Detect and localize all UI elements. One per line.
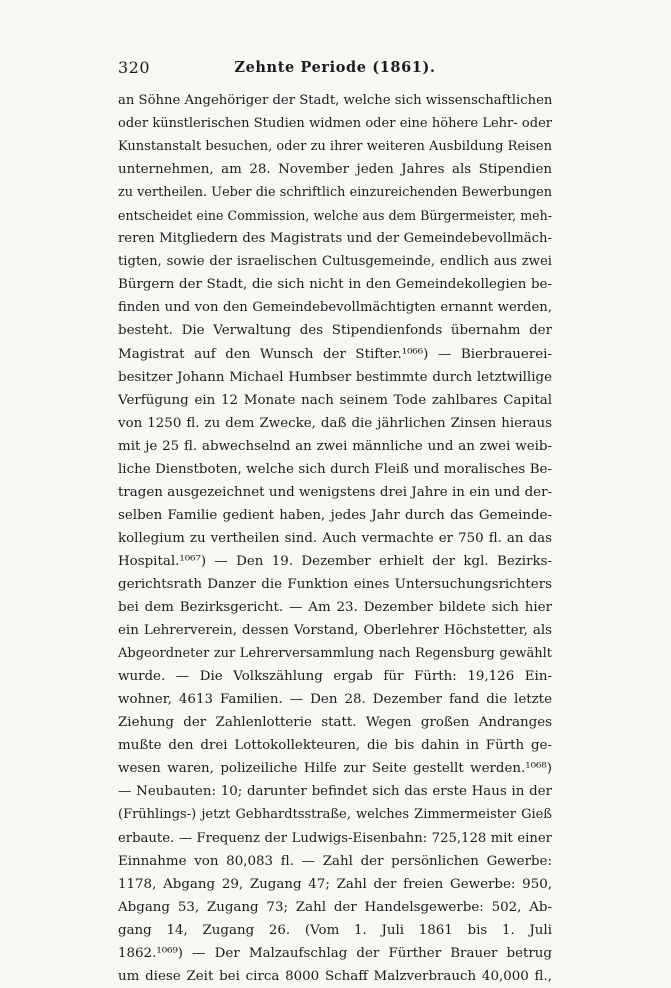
text-line: oder künstlerischen Studien widmen oder eine höhere Lehr- oder: [118, 116, 552, 132]
text-line: mit je 25 fl. abwechselnd an zwei männliche und an zwei weib-: [118, 438, 552, 454]
text-line: bei dem Bezirksgericht. — Am 23. Dezember bildete sich hier: [118, 600, 552, 616]
text-line: entscheidet eine Commission, welche aus dem Bürgermeister, meh-: [118, 208, 552, 224]
text-line: wesen waren, polizeiliche Hilfe zur Seite gestellt werden.¹⁰⁶⁸): [118, 761, 552, 777]
text-line: Hospital.¹⁰⁶⁷) — Den 19. Dezember erhielt der kgl. Bezirks-: [118, 553, 552, 569]
text-line: 1862.¹⁰⁶⁹) — Der Malzaufschlag der Fürther Brauer betrug: [118, 945, 552, 961]
text-line: 1178, Abgang 29, Zugang 47; Zahl der freien Gewerbe: 950,: [118, 876, 552, 892]
text-line: Abgang 53, Zugang 73; Zahl der Handelsgewerbe: 502, Ab-: [118, 899, 552, 915]
text-line: finden und von den Gemeindebevollmächtigten ernannt werden,: [118, 300, 552, 316]
text-line: besitzer Johann Michael Humbser bestimmte durch letztwillige: [118, 369, 552, 385]
text-line: Magistrat auf den Wunsch der Stifter.¹⁰⁶⁶) — Bierbrauerei-: [118, 346, 552, 362]
text-line: Ziehung der Zahlenlotterie statt. Wegen großen Andranges: [118, 715, 552, 731]
text-line: tragen ausgezeichnet und wenigstens drei Jahre in ein und der-: [118, 484, 552, 500]
text-line: gerichtsrath Danzer die Funktion eines Untersuchungsrichters: [118, 576, 552, 592]
text-line: wohner, 4613 Familien. — Den 28. Dezember fand die letzte: [118, 692, 552, 708]
text-line: unternehmen, am 28. November jeden Jahres als Stipendien: [118, 162, 552, 178]
running-head: Zehnte Periode (1861).: [234, 59, 436, 76]
text-line: reren Mitgliedern des Magistrats und der Gemeindebevollmäch-: [118, 231, 552, 247]
text-line: kollegium zu vertheilen sind. Auch vermachte er 750 fl. an das: [118, 530, 552, 546]
text-line: mußte den drei Lottokollekteuren, die bis dahin in Fürth ge-: [118, 738, 552, 754]
text-line: Bürgern der Stadt, die sich nicht in den Gemeindekollegien be-: [118, 277, 552, 293]
text-line: von 1250 fl. zu dem Zwecke, daß die jährlichen Zinsen hieraus: [118, 415, 552, 431]
page-header: [118, 58, 552, 82]
text-line: (Frühlings-) jetzt Gebhardtsstraße, welches Zimmermeister Gieß: [118, 807, 552, 823]
page-number: 320: [118, 58, 151, 77]
text-line: — Neubauten: 10; darunter befindet sich das erste Haus in der: [118, 784, 552, 800]
text-line: tigten, sowie der israelischen Cultusgemeinde, endlich aus zwei: [118, 254, 552, 270]
text-line: Verfügung ein 12 Monate nach seinem Tode zahlbares Capital: [118, 392, 552, 408]
text-line: erbaute. — Frequenz der Ludwigs-Eisenbahn: 725,128 mit einer: [118, 830, 552, 846]
text-line: zu vertheilen. Ueber die schriftlich einzureichenden Bewerbungen: [118, 185, 552, 201]
text-line: um diese Zeit bei circa 8000 Schaff Malzverbrauch 40,000 fl.,: [118, 968, 552, 984]
text-line: Abgeordneter zur Lehrerversammlung nach Regensburg gewählt: [118, 646, 552, 662]
text-line: besteht. Die Verwaltung des Stipendienfonds übernahm der: [118, 323, 552, 339]
text-line: wurde. — Die Volkszählung ergab für Fürth: 19,126 Ein-: [118, 669, 552, 685]
text-line: an Söhne Angehöriger der Stadt, welche sich wissenschaftlichen: [118, 93, 552, 108]
text-line: ein Lehrerverein, dessen Vorstand, Oberlehrer Höchstetter, als: [118, 623, 552, 639]
text-line: Einnahme von 80,083 fl. — Zahl der persönlichen Gewerbe:: [118, 853, 552, 869]
text-line: liche Dienstboten, welche sich durch Fleiß und moralisches Be-: [118, 461, 552, 477]
text-line: gang 14, Zugang 26. (Vom 1. Juli 1861 bis 1. Juli: [118, 922, 552, 938]
text-line: selben Familie gedient haben, jedes Jahr durch das Gemeinde-: [118, 507, 552, 523]
text-line: Kunstanstalt besuchen, oder zu ihrer weiteren Ausbildung Reisen: [118, 139, 552, 155]
body-text: [118, 89, 552, 988]
